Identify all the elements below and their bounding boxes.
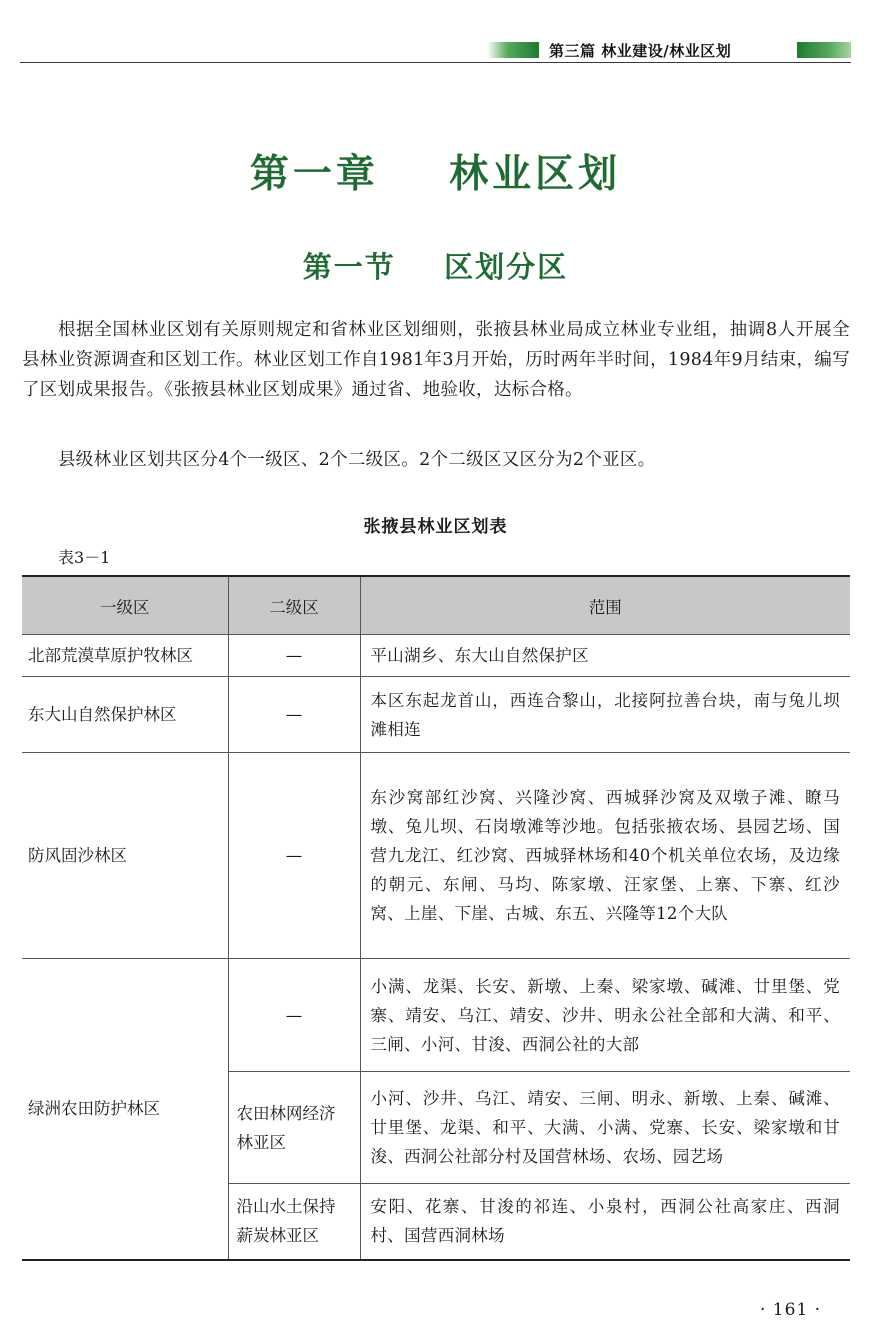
- paragraph: 根据全国林业区划有关原则规定和省林业区划细则，张掖县林业局成立林业专业组，抽调8人开展全县林业资源调查和区划工作。林业区划工作自1981年3月开始，历时两年半时间，1984年9月结束，编写了区划成果报告。《张掖县林业区划成果》通过省、地验收，达标合格。: [22, 320, 850, 400]
- page-number: · 161 ·: [760, 1300, 822, 1320]
- table-number: 表3－1: [58, 548, 111, 567]
- primary-zone-cell: 北部荒漠草原护牧林区: [22, 635, 228, 677]
- table-row: [22, 753, 850, 959]
- scope-cell: 本区东起龙首山，西连合黎山，北接阿拉善台块，南与兔儿坝滩相连: [360, 677, 850, 753]
- table-header-row: [22, 576, 850, 635]
- primary-zone-cell: 绿洲农田防护林区: [22, 959, 228, 1260]
- table-row: [22, 677, 850, 753]
- paragraph: 县级林业区划共区分4个一级区、2个二级区。2个二级区又区分为2个亚区。: [58, 450, 656, 470]
- header-bar-left: [487, 42, 539, 58]
- table-row: [22, 959, 850, 1072]
- header-rule: [20, 62, 851, 63]
- table-title: 张掖县林业区划表: [363, 517, 508, 537]
- secondary-zone-cell: —: [228, 635, 360, 677]
- column-header: 范围: [360, 576, 850, 635]
- scope-cell: 安阳、花寨、甘浚的祁连、小泉村，西洞公社高家庄、西洞村、国营西洞林场: [360, 1184, 850, 1260]
- chapter-title: 第一章 林业区划: [249, 152, 622, 197]
- column-header: 一级区: [22, 576, 228, 635]
- header-bar-right: [797, 42, 851, 58]
- scope-cell: 小河、沙井、乌江、靖安、三闸、明永、新墩、上秦、碱滩、廿里堡、龙渠、和平、大满、小满、党寨、长安、梁家墩和甘浚、西洞公社部分村及国营林场、农场、园艺场: [360, 1072, 850, 1184]
- secondary-zone-cell: —: [228, 959, 360, 1072]
- scope-cell: 小满、龙渠、长安、新墩、上秦、梁家墩、碱滩、廿里堡、党寨、靖安、乌江、靖安、沙井、明永公社全部和大满、和平、三闸、小河、甘浚、西洞公社的大部: [360, 959, 850, 1072]
- table-row: [22, 635, 850, 677]
- secondary-zone-cell: —: [228, 753, 360, 959]
- primary-zone-cell: 防风固沙林区: [22, 753, 228, 959]
- section-title: 第一节 区划分区: [302, 250, 569, 284]
- running-title: 第三篇 林业建设/林业区划: [549, 42, 732, 60]
- column-header: 二级区: [228, 576, 360, 635]
- secondary-zone-cell: 农田林网经济林亚区: [228, 1072, 360, 1184]
- primary-zone-cell: 东大山自然保护林区: [22, 677, 228, 753]
- scope-cell: 东沙窝部红沙窝、兴隆沙窝、西城驿沙窝及双墩子滩、瞭马墩、兔儿坝、石岗墩滩等沙地。包括张掖农场、县园艺场、国营九龙江、红沙窝、西城驿林场和40个机关单位农场，及边缘的朝元、东闸、马均、陈家墩、汪家堡、上寨、下寨、红沙窝、上崖、下崖、古城、东五、兴隆等12个大队: [360, 753, 850, 959]
- secondary-zone-cell: 沿山水土保持薪炭林亚区: [228, 1184, 360, 1260]
- secondary-zone-cell: —: [228, 677, 360, 753]
- forestry-zoning-table: [22, 575, 850, 1261]
- scope-cell: 平山湖乡、东大山自然保护区: [360, 635, 850, 677]
